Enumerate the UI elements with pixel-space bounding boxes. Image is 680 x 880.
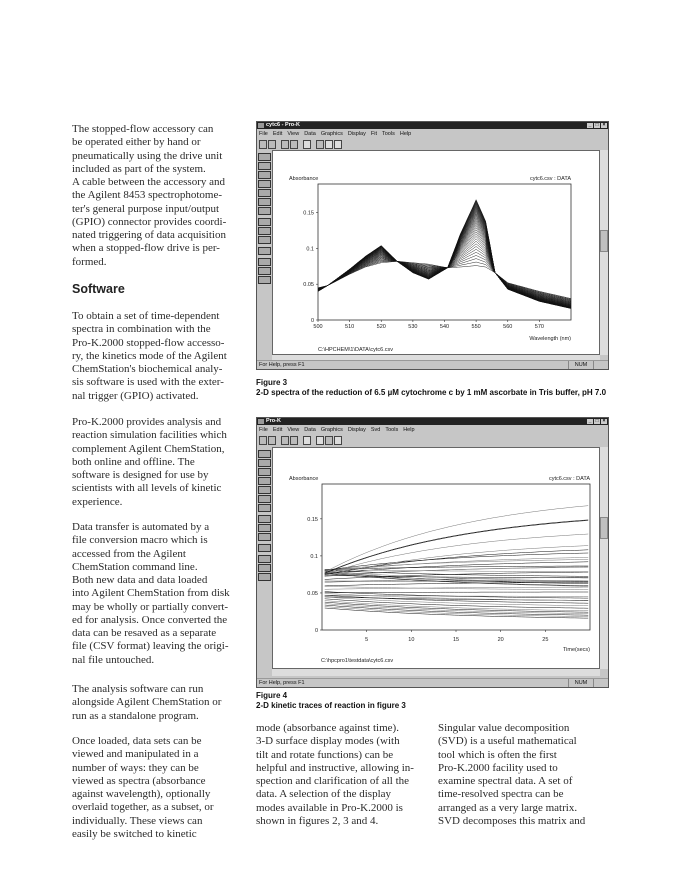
app-icon	[258, 123, 264, 128]
file-path-label: C:\HPCHEM\1\DATA\cytc6.csv	[318, 347, 393, 353]
menu-display[interactable]: Display	[347, 427, 366, 433]
menu-tools[interactable]: Tools	[382, 131, 395, 137]
body-paragraph: Pro-K.2000 provides analysis and reaction simulation facilities which complement Agilent ChemStation, both online and offline. The software is designed for use by scientists with all levels of kinetic experience.	[72, 416, 227, 508]
file-path-label: C:\hpcpro1\testdata\cytc6.csv	[321, 658, 394, 664]
num-lock-indicator: NUM	[568, 361, 594, 369]
spectra-view-icon[interactable]	[316, 140, 324, 149]
list-view-icon[interactable]	[258, 162, 271, 170]
maximize-button[interactable]: □	[595, 122, 599, 128]
scroll-thumb[interactable]	[600, 230, 608, 252]
vertical-scrollbar[interactable]	[600, 447, 608, 669]
save-icon[interactable]	[268, 436, 276, 445]
menu-bar	[259, 426, 415, 434]
y-tick-label: 0.05	[303, 282, 314, 289]
spectra-chart	[273, 151, 599, 354]
kinetic-2d-icon[interactable]	[258, 189, 271, 197]
section-heading-software: Software	[72, 282, 125, 296]
toolbar	[259, 434, 342, 446]
minimize-button[interactable]: _	[588, 122, 592, 128]
preview-icon[interactable]	[281, 140, 289, 149]
frame-tool-icon[interactable]	[258, 564, 271, 572]
menu-edit[interactable]: Edit	[272, 131, 283, 137]
open-icon[interactable]	[259, 140, 267, 149]
help-icon[interactable]	[303, 140, 311, 149]
window-title: Pro-K	[266, 418, 281, 424]
plot-area	[272, 150, 600, 355]
side-toolbar	[258, 450, 272, 581]
body-paragraph: Once loaded, data sets can be viewed and manipulated in a number of ways: they can be viewed as spectra (absorbance against wavelength), optionally overlaid together, as a subset, or individually. These views can easily be switched to kinetic	[72, 735, 214, 840]
x-tick-label: 560	[503, 324, 513, 330]
horizontal-scrollbar[interactable]	[272, 669, 600, 676]
title-bar	[257, 418, 608, 425]
save-icon[interactable]	[268, 140, 276, 149]
fit-tool-icon[interactable]	[258, 468, 271, 476]
select-tool-icon[interactable]	[258, 247, 271, 255]
close-button[interactable]: ×	[602, 418, 606, 424]
y-tick-label: 0.05	[307, 590, 318, 597]
x-tick-label: 500	[313, 324, 323, 330]
status-bar	[257, 360, 608, 369]
minimize-button[interactable]: _	[588, 418, 592, 424]
menu-data[interactable]: Data	[304, 427, 316, 433]
peaks-tool-icon[interactable]	[258, 227, 271, 235]
status-help-text: For Help, press F1	[259, 680, 305, 686]
figure-caption: 2-D spectra of the reduction of 6.5 µM cytochrome c by 1 mM ascorbate in Tris buffer, pH 7.0	[256, 388, 607, 397]
title-bar	[257, 122, 608, 129]
kinetic-traces	[325, 506, 589, 618]
surface-3d-icon[interactable]	[258, 180, 271, 188]
status-bar	[257, 678, 608, 687]
x-tick-label: 5	[365, 637, 369, 643]
surface-3d-icon[interactable]	[258, 477, 271, 485]
y-axis-label: Absorbance	[289, 176, 319, 182]
scale-tool-icon[interactable]	[258, 515, 271, 523]
kinetic-view-icon[interactable]	[325, 436, 333, 445]
x-tick-label: 530	[408, 324, 418, 330]
menu-graphics[interactable]: Graphics	[320, 131, 343, 137]
figure-number: Figure 4	[256, 691, 288, 700]
x-tick-label: 520	[376, 324, 386, 330]
body-paragraph: The stopped-flow accessory can be operated either by hand or pneumatically using the drive unit included as part of the system. A cable between the accessory and the Agilent 8453 spectrophotome- ter's general purpose input/output (GPIO) connector provides coordi- nated triggering of data acquisition when a stopped-flow drive is per- formed.	[72, 123, 227, 268]
menu-help[interactable]: Help	[403, 427, 415, 433]
figure-caption: 2-D kinetic traces of reaction in figure 3	[256, 701, 406, 710]
notes-tool-icon[interactable]	[258, 573, 271, 581]
side-toolbar	[258, 153, 272, 284]
body-paragraph: Singular value decomposition (SVD) is a useful mathematical tool which is often the first Pro-K.2000 facility used to examine spectral data. A set of time-resolved spectra can be arranged as a very large matrix. SVD decomposes this matrix and	[438, 722, 586, 827]
x-tick-label: 550	[471, 324, 481, 330]
num-lock-indicator: NUM	[568, 679, 594, 687]
multi-view-icon[interactable]	[258, 236, 271, 244]
spectrum-trace	[318, 241, 571, 302]
kinetic-trace	[325, 506, 589, 573]
menu-edit[interactable]: Edit	[272, 427, 283, 433]
matrix-view-icon[interactable]	[258, 504, 271, 512]
x-tick-label: 510	[345, 324, 355, 330]
frame-tool-icon[interactable]	[258, 267, 271, 275]
menu-display[interactable]: Display	[347, 131, 366, 137]
menu-file[interactable]: File	[259, 427, 268, 433]
kinetic-view-icon[interactable]	[325, 140, 333, 149]
y-tick-label: 0.15	[307, 516, 318, 523]
legend-label: cytc6.csv : DATA	[548, 476, 590, 482]
list-view-icon[interactable]	[258, 459, 271, 467]
y-axis-label: Absorbance	[289, 476, 319, 482]
x-axis-label: Time(secs)	[563, 647, 590, 653]
fit-tool-icon[interactable]	[258, 171, 271, 179]
x-axis-label: Wavelength (nm)	[529, 336, 571, 342]
kinetic-trace	[325, 520, 589, 573]
y-tick-label: 0.15	[303, 210, 314, 217]
x-tick-label: 20	[497, 637, 504, 643]
figure-number: Figure 3	[256, 378, 288, 387]
x-tick-label: 10	[408, 637, 415, 643]
select-tool-icon[interactable]	[258, 544, 271, 552]
print-icon[interactable]	[290, 436, 298, 445]
notes-tool-icon[interactable]	[258, 276, 271, 284]
menu-graphics[interactable]: Graphics	[320, 427, 343, 433]
x-tick-label: 25	[542, 637, 549, 643]
y-tick-label: 0	[314, 628, 318, 634]
y-tick-label: 0.1	[310, 553, 318, 560]
menu-file[interactable]: File	[259, 131, 268, 137]
x-tick-label: 15	[452, 637, 460, 643]
scale-tool-icon[interactable]	[258, 218, 271, 226]
range-tool-icon[interactable]	[258, 258, 271, 266]
range-tool-icon[interactable]	[258, 555, 271, 563]
x-tick-label: 570	[534, 324, 544, 330]
figure3-app-window	[256, 121, 609, 370]
kinetic-trace	[325, 592, 589, 593]
preview-icon[interactable]	[281, 436, 289, 445]
figure4-app-window	[256, 417, 609, 688]
spectra-2d-icon[interactable]	[258, 495, 271, 503]
help-icon[interactable]	[303, 436, 311, 445]
body-paragraph: mode (absorbance against time). 3-D surface display modes (with tilt and rotate functions) can be helpful and instructive, allowing in- spection and clarification of all the data. A selection of the display modes available in Pro-K.2000 is shown in figures 2, 3 and 4.	[256, 722, 414, 827]
menu-help[interactable]: Help	[399, 131, 412, 137]
y-tick-label: 0	[310, 318, 314, 324]
spectra-view-icon[interactable]	[316, 436, 324, 445]
spectra-2d-icon[interactable]	[258, 198, 271, 206]
body-paragraph: To obtain a set of time-dependent spectra in combination with the Pro-K.2000 stopped-flow accesso- ry, the kinetics mode of the Agilent ChemStation's biochemical analy- sis software is used with the exter- nal trigger (GPIO) activated.	[72, 310, 227, 402]
x-tick-label: 540	[439, 324, 450, 330]
body-paragraph: The analysis software can run alongside Agilent ChemStation or run as a standalone program.	[72, 683, 222, 722]
menu-view[interactable]: View	[287, 427, 300, 433]
body-paragraph: Data transfer is automated by a file conversion macro which is accessed from the Agilent ChemStation command line. Both new data and data loaded into Agilent ChemStation from disk may be wholly or partially convert- ed for analysis. Once converted the data can be resaved as a separate file (CSV format) leaving the origi- nal file untouched.	[72, 521, 230, 666]
menu-bar	[259, 130, 411, 138]
kinetic-2d-icon[interactable]	[258, 486, 271, 494]
surface-view-icon[interactable]	[334, 140, 342, 149]
menu-svd[interactable]: Svd	[370, 427, 381, 433]
table-view-icon[interactable]	[258, 450, 271, 458]
spectra-traces	[318, 200, 571, 309]
surface-view-icon[interactable]	[334, 436, 342, 445]
toolbar	[259, 138, 342, 150]
y-tick-label: 0.1	[306, 246, 314, 253]
plot-frame	[318, 184, 571, 320]
maximize-button[interactable]: □	[595, 418, 599, 424]
matrix-view-icon[interactable]	[258, 207, 271, 215]
app-icon	[258, 419, 264, 424]
window-title: cytc6 - Pro-K	[266, 122, 300, 128]
scroll-thumb[interactable]	[600, 517, 608, 539]
multi-view-icon[interactable]	[258, 533, 271, 541]
vertical-scrollbar[interactable]	[600, 150, 608, 355]
status-help-text: For Help, press F1	[259, 362, 305, 368]
kinetics-chart	[273, 448, 599, 668]
open-icon[interactable]	[259, 436, 267, 445]
table-view-icon[interactable]	[258, 153, 271, 161]
print-icon[interactable]	[290, 140, 298, 149]
menu-view[interactable]: View	[287, 131, 300, 137]
menu-fit[interactable]: Fit	[370, 131, 377, 137]
peaks-tool-icon[interactable]	[258, 524, 271, 532]
legend-label: cytc6.csv : DATA	[529, 176, 571, 182]
plot-area	[272, 447, 600, 669]
menu-data[interactable]: Data	[304, 131, 316, 137]
menu-tools[interactable]: Tools	[385, 427, 399, 433]
close-button[interactable]: ×	[602, 122, 606, 128]
